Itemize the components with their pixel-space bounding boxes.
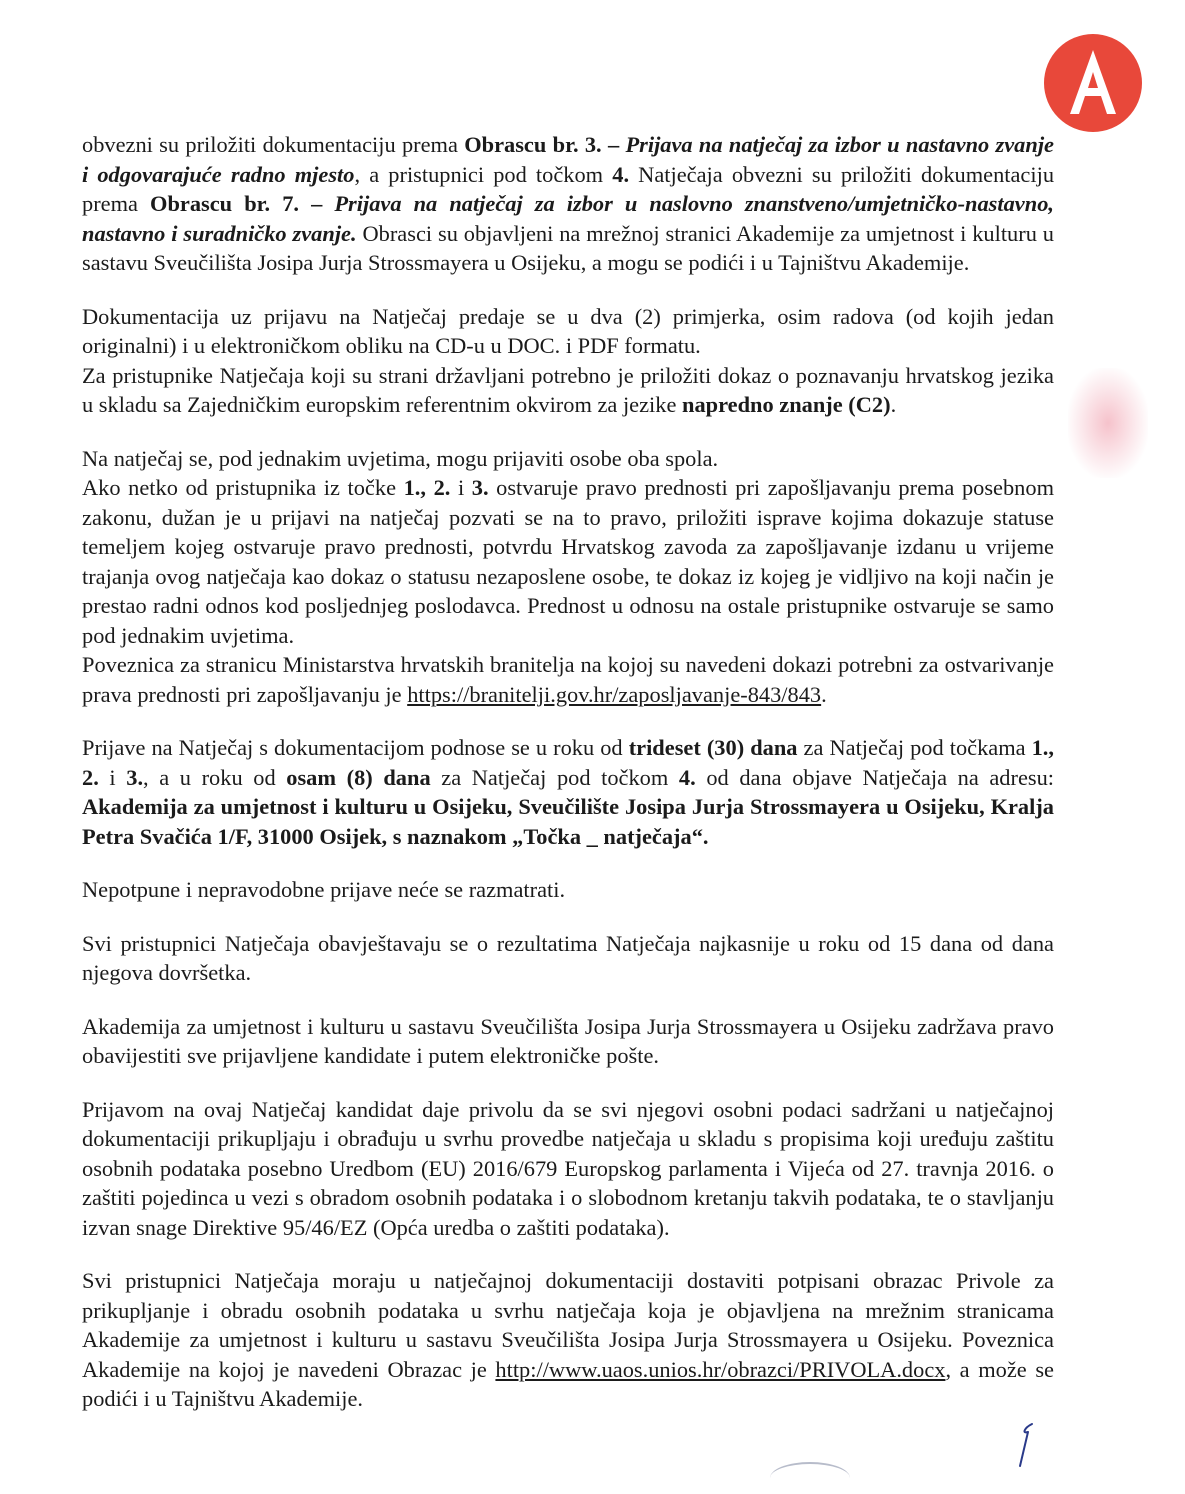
paragraph-documentation: Dokumentacija uz prijavu na Natječaj predaje se u dva (2) primjerka, osim radova (od kojih jedan originalni) i u elektroničkom obliku na CD-u u DOC. i PDF formatu. (82, 303, 1054, 358)
letter-a-logo-icon (1044, 34, 1142, 132)
signature-mark (1010, 1420, 1050, 1470)
text-run: Obrasci su objavljeni na mrežnoj stranici Akademije za umjetnost i kulturu u sastavu Sveučilišta Josipa Jurja Strossmayera u Osijeku, a mogu se podići i u Tajništvu Akademije. (82, 220, 1054, 275)
bold-run: 1., 2. (403, 475, 451, 500)
paragraph-consent-form (82, 1266, 1054, 1414)
text-run: Prijave na Natječaj s dokumentacijom podnose se u roku od (82, 735, 629, 760)
bold-run: osam (8) dana (286, 764, 431, 790)
academy-logo (1044, 34, 1142, 132)
text-run: . (890, 392, 897, 417)
document-body (82, 130, 1054, 1438)
paragraph-foreign-applicants (82, 361, 1054, 420)
text-run: i (98, 764, 127, 790)
text-run: , a pristupnici pod točkom (354, 161, 613, 187)
bold-run: Akademija za umjetnost i kulturu u Osijeku, Sveučilište Josipa Jurja Strossmayera u Osijeku, Kralja Petra Svačića 1/F, 31000 Osijek, s naznakom „Točka _ natječaja“. (82, 794, 1054, 849)
text-run: od dana objave Natječaja na adresu: (695, 764, 1055, 790)
text-run: . (821, 681, 827, 707)
text-run: i (450, 475, 472, 500)
bold-run: 4. (678, 764, 696, 790)
paragraph-deadlines (82, 733, 1054, 851)
text-run: Svi pristupnici Natječaja moraju u natječajnoj dokumentaciji dostaviti potpisani obrazac Privole za prikupljanje i obradu osobnih podataka u svrhu natječaja koja je objavljena na mrežnim stranicama Akademije za umjetnost i kulturu u sastavu Sveučilišta Josipa Jurja Strossmayera u Osijeku. Poveznica Akademije na kojoj je navedeni Obrazac je (82, 1268, 1054, 1382)
text-run: Poveznica za stranicu Ministarstva hrvatskih branitelja na kojoj su navedeni dokazi potrebni za ostvarivanje prava prednosti pri zapošljavanju je (82, 652, 1054, 707)
text-run: obvezni su priložiti dokumentaciju prema (82, 132, 465, 157)
text-run: za Natječaj pod točkom (430, 764, 679, 790)
text-run: , a može se podići i u Tajništvu Akademije. (82, 1356, 1054, 1411)
bold-italic-run: Prijava na natječaj za izbor u nastavno zvanje i odgovarajuće radno mjesto (82, 132, 1054, 187)
text-run: Za pristupnike Natječaja koji su strani državljani potrebno je priložiti dokaz o poznavanju hrvatskog jezika u skladu sa Zajedničkim europskim referentnim okvirom za jezike (82, 362, 1054, 417)
bold-run: trideset (30) dana (628, 735, 798, 760)
bold-run: 3. (126, 764, 144, 790)
text-run: Natječaja obvezni su priložiti dokumentaciju prema (82, 161, 1055, 216)
consent-form-link[interactable]: http://www.uaos.unios.hr/obrazci/PRIVOLA.docx (495, 1356, 946, 1382)
stamp-edge (770, 1462, 850, 1494)
text-run: za Natječaj pod točkama (797, 735, 1032, 760)
paragraph-priority-right (82, 473, 1054, 650)
stamp-fragment (1068, 368, 1148, 478)
text-run: ostvaruje pravo prednosti pri zapošljavanju prema posebnom zakonu, dužan je u prijavi na natječaj pozvati se na to pravo, priložiti isprave kojima dokazuje statuse temeljem kojeg ostvaruje pravo prednosti, potvrdu Hrvatskog zavoda za zapošljavanje izdanu u vrijeme trajanja ovog natječaja kao dokaz o statusu nezaposlene osobe, te dokaz iz kojeg je vidljivo na koji način je prestao radni odnos kod posljednjeg poslodavca. Prednost u odnosu na ostale pristupnike ostvaruje se samo pod jednakim uvjetima. (82, 475, 1054, 648)
paragraph-incomplete: Nepotpune i nepravodobne prijave neće se razmatrati. (82, 877, 566, 902)
bold-run: napredno znanje (C2) (682, 392, 891, 417)
ministry-link[interactable]: https://branitelji.gov.hr/zaposljavanje-843/843 (407, 681, 822, 707)
paragraph-ministry-link (82, 650, 1054, 709)
text-run: Ako netko od pristupnika iz točke (82, 475, 404, 500)
paragraph-gdpr-consent: Prijavom na ovaj Natječaj kandidat daje privolu da se svi njegovi osobni podaci sadržani u natječajnoj dokumentaciji prikupljaju i obrađuju u svrhu provedbe natječaja u skladu s propisima koji uređuju zaštitu osobnih podataka posebno Uredbom (EU) 2016/679 Europskog parlamenta i Vijeća od 27. travnja 2016. o zaštiti pojedinca u vezi s obradom osobnih podataka i o slobodnom kretanju takvih podataka, te o stavljanju izvan snage Direktive 95/46/EZ (Opća uredba o zaštiti podataka). (82, 1096, 1054, 1240)
bold-run: Obrascu br. 7. – (150, 191, 335, 216)
bold-run: 4. (612, 161, 630, 187)
paragraph-results: Svi pristupnici Natječaja obavještavaju se o rezultatima Natječaja najkasnije u roku od 15 dana od dana njegova dovršetka. (82, 930, 1054, 985)
bold-run: Obrascu br. 3. – (464, 132, 626, 157)
paragraph-email-notice: Akademija za umjetnost i kulturu u sastavu Sveučilišta Josipa Jurja Strossmayera u Osijeku zadržava pravo obavijestiti sve prijavljene kandidate i putem elektroničke pošte. (82, 1013, 1054, 1068)
bold-run: 1., 2. (82, 735, 1054, 790)
bold-italic-run: Prijava na natječaj za izbor u naslovno znanstveno/umjetničko-nastavno, nastavno i suradničko zvanje. (82, 191, 1054, 246)
paragraph-equal-conditions: Na natječaj se, pod jednakim uvjetima, mogu prijaviti osobe oba spola. (82, 445, 719, 471)
bold-run: 3. (471, 475, 489, 500)
paragraph-forms (82, 130, 1054, 278)
text-run: , a u roku od (143, 764, 287, 790)
